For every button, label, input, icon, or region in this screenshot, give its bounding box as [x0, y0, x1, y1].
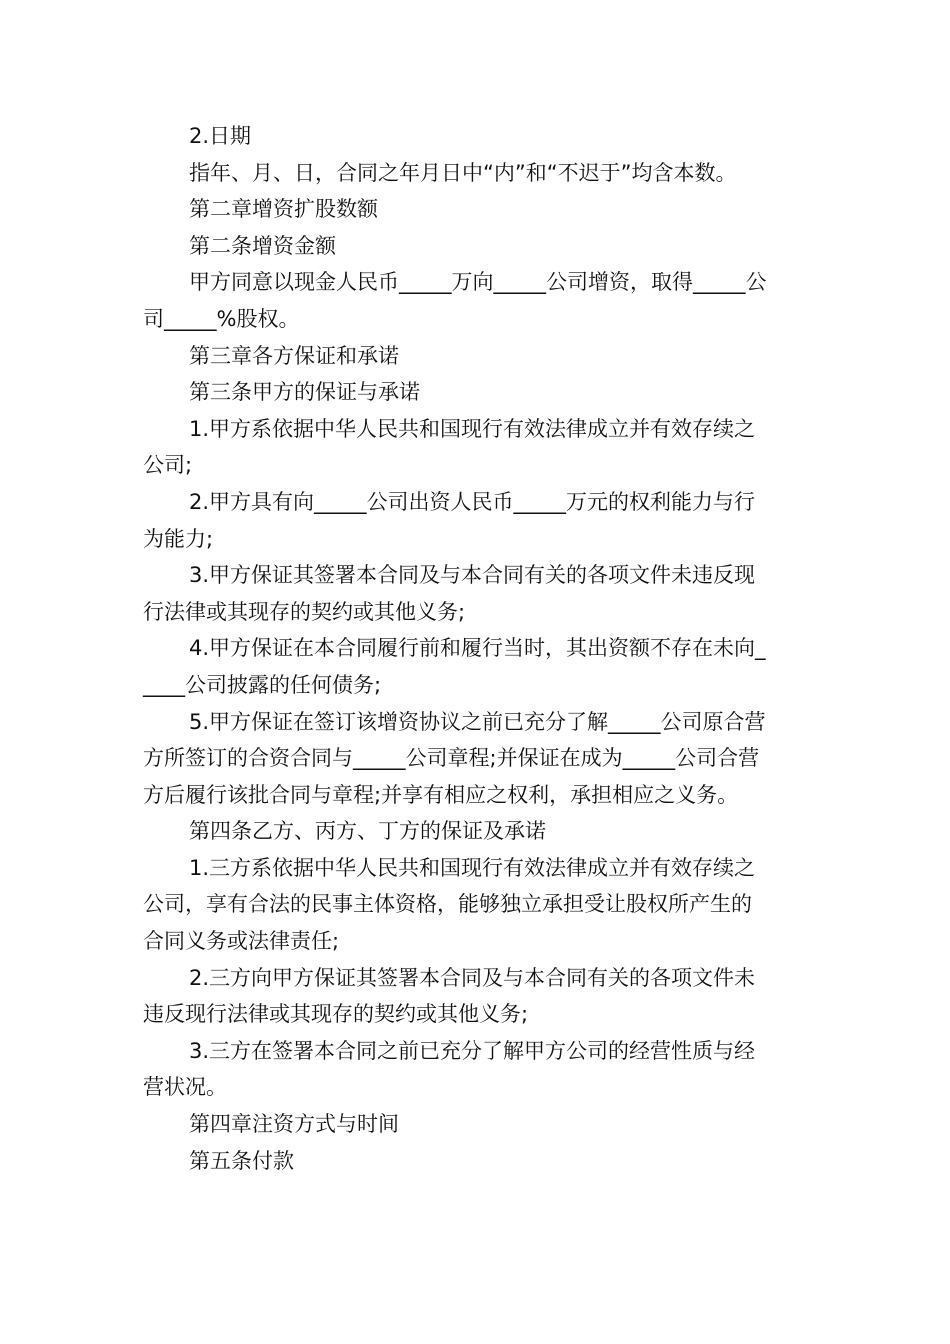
- paragraph-line: 违反现行法律或其现存的契约或其他义务;: [143, 1002, 529, 1027]
- article-heading: 第二条增资金额: [189, 233, 336, 258]
- article-heading: 第三条甲方的保证与承诺: [189, 380, 420, 405]
- paragraph-line: 1.三方系依据中华人民共和国现行有效法律成立并有效存续之: [189, 855, 756, 880]
- paragraph-line: 司_____%股权。: [143, 306, 300, 331]
- section-heading-date: 2.日期: [189, 124, 252, 148]
- paragraph-line: 3.三方在签署本合同之前已充分了解甲方公司的经营性质与经: [189, 1038, 756, 1063]
- paragraph-line: 4.甲方保证在本合同履行前和履行当时，其出资额不存在未向_: [189, 636, 766, 661]
- paragraph-line: 为能力;: [143, 526, 214, 551]
- paragraph-line: 指年、月、日，合同之年月日中“内”和“不迟于”均含本数。: [189, 160, 737, 185]
- paragraph-line: 2.甲方具有向_____公司出资人民币_____万元的权利能力与行: [189, 489, 756, 514]
- article-heading: 第五条付款: [189, 1148, 294, 1173]
- paragraph-line: 公司，享有合法的民事主体资格，能够独立承担受让股权所产生的: [143, 892, 752, 917]
- paragraph-line: 5.甲方保证在签订该增资协议之前已充分了解_____公司原合营: [189, 709, 766, 734]
- paragraph-line: 营状况。: [143, 1075, 227, 1100]
- paragraph-line: ____公司披露的任何债务;: [143, 672, 382, 697]
- paragraph-line: 方所签订的合资合同与_____公司章程;并保证在成为_____公司合营: [143, 746, 760, 771]
- chapter-heading: 第四章注资方式与时间: [189, 1112, 399, 1137]
- paragraph-line: 行法律或其现存的契约或其他义务;: [143, 599, 466, 624]
- paragraph-line: 方后履行该批合同与章程;并享有相应之权利，承担相应之义务。: [143, 782, 739, 807]
- paragraph-line: 3.甲方保证其签署本合同及与本合同有关的各项文件未违反现: [189, 563, 756, 588]
- paragraph-line: 合同义务或法律责任;: [143, 929, 340, 954]
- article-heading: 第四条乙方、丙方、丁方的保证及承诺: [189, 819, 546, 844]
- paragraph-line: 2.三方向甲方保证其签署本合同及与本合同有关的各项文件未: [189, 965, 756, 990]
- document-body: [143, 118, 809, 1179]
- paragraph-line: 公司;: [143, 453, 193, 478]
- chapter-heading: 第三章各方保证和承诺: [189, 343, 399, 368]
- chapter-heading: 第二章增资扩股数额: [189, 197, 378, 222]
- paragraph-line: 1.甲方系依据中华人民共和国现行有效法律成立并有效存续之: [189, 416, 756, 441]
- paragraph-line: 甲方同意以现金人民币_____万向_____公司增资，取得_____公: [189, 270, 767, 295]
